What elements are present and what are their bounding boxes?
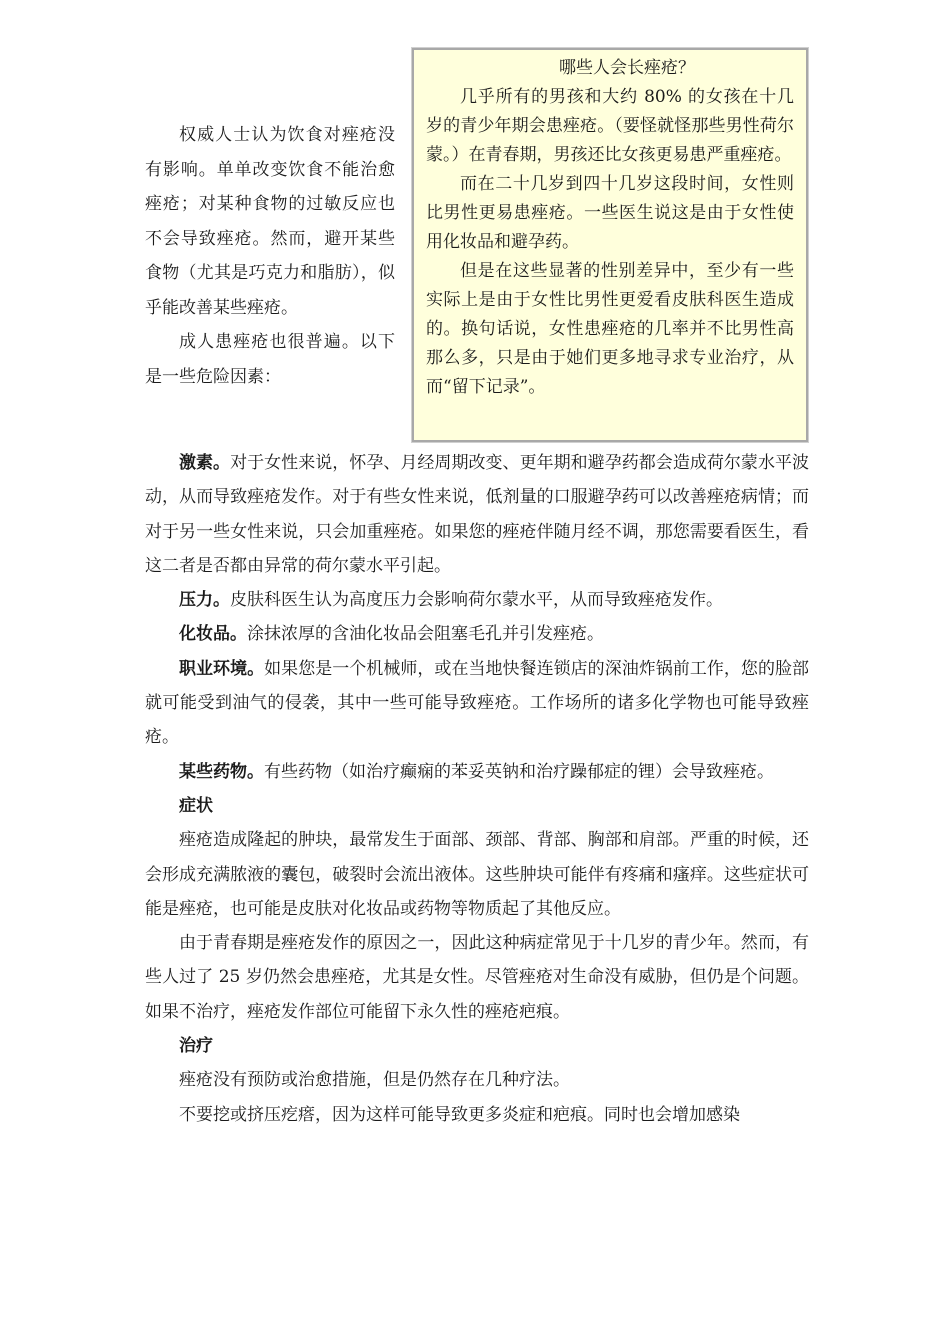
risk-factor-text: 涂抹浓厚的含油化妆品会阻塞毛孔并引发痤疮。 (247, 624, 604, 645)
risk-factor-paragraph (145, 755, 809, 789)
risk-factor-paragraph (145, 583, 809, 617)
sidebar-paragraph: 几乎所有的男孩和大约 80% 的女孩在十几岁的青少年期会患痤疮。（要怪就怪那些男性荷尔蒙。）在青春期，男孩还比女孩更易患严重痤疮。 (426, 87, 794, 165)
risk-factor-text: 如果您是一个机械师，或在当地快餐连锁店的深油炸锅前工作，您的脸部就可能受到油气的侵袭，其中一些可能导致痤疮。工作场所的诸多化学物也可能导致痤疮。 (145, 658, 810, 748)
sidebar-paragraph: 但是在这些显著的性别差异中，至少有一些实际上是由于女性比男性更爱看皮肤科医生造成的。换句话说，女性患痤疮的几率并不比男性高那么多，只是由于她们更多地寻求专业治疗，从而“留下记录”。 (426, 261, 794, 397)
treatment-paragraph: 不要挖或挤压疙瘩，因为这样可能导致更多炎症和疤痕。同时也会增加感染 (179, 1104, 740, 1125)
main-body (145, 446, 809, 1132)
intro-column (145, 118, 395, 394)
symptoms-paragraph: 由于青春期是痤疮发作的原因之一，因此这种病症常见于十几岁的青少年。然而，有些人过了 25 岁仍然会患痤疮，尤其是女性。尽管痤疮对生命没有威胁，但仍是个问题。如果不治疗，痤疮发作部位可能留下永久性的痤疮疤痕。 (145, 933, 809, 1022)
symptoms-paragraph: 痤疮造成隆起的肿块，最常发生于面部、颈部、背部、胸部和肩部。严重的时候，还会形成充满脓液的囊包，破裂时会流出液体。这些肿块可能伴有疼痛和瘙痒。这些症状可能是痤疮，也可能是皮肤对化妆品或药物等物质起了其他反应。 (145, 830, 809, 919)
risk-factor-paragraph (145, 652, 809, 755)
intro-paragraph: 权威人士认为饮食对痤疮没有影响。单单改变饮食不能治愈痤疮；对某种食物的过敏反应也不会导致痤疮。然而，避开某些食物（尤其是巧克力和脂肪），似乎能改善某些痤疮。 (145, 125, 395, 318)
risk-factor-text: 有些药物（如治疗癫痫的苯妥英钠和治疗躁郁症的锂）会导致痤疮。 (264, 761, 774, 782)
treatment-heading: 治疗 (179, 1036, 213, 1057)
risk-factor-text: 对于女性来说，怀孕、月经周期改变、更年期和避孕药都会造成荷尔蒙水平波动，从而导致痤疮发作。对于有些女性来说，低剂量的口服避孕药可以改善痤疮病情；而对于另一些女性来说，只会加重痤疮。如果您的痤疮伴随月经不调，那您需要看医生，看这二者是否都由异常的荷尔蒙水平引起。 (145, 453, 810, 576)
risk-factor-term: 职业环境。 (179, 658, 265, 679)
risk-factor-paragraph (145, 617, 809, 651)
risk-factor-paragraph (145, 446, 809, 583)
risk-factor-term: 某些药物。 (179, 761, 264, 782)
treatment-paragraph: 痤疮没有预防或治愈措施，但是仍然存在几种疗法。 (179, 1070, 570, 1091)
intro-paragraph: 成人患痤疮也很普遍。以下是一些危险因素： (145, 332, 395, 387)
sidebar-paragraph: 而在二十几岁到四十几岁这段时间，女性则比男性更易患痤疮。一些医生说这是由于女性使用化妆品和避孕药。 (426, 174, 794, 252)
sidebar-title: 哪些人会长痤疮？ (559, 58, 695, 78)
risk-factor-term: 激素。 (179, 453, 231, 473)
risk-factor-term: 压力。 (179, 590, 230, 611)
sidebar-box (412, 48, 808, 442)
risk-factor-text: 皮肤科医生认为高度压力会影响荷尔蒙水平，从而导致痤疮发作。 (230, 590, 723, 611)
symptoms-heading: 症状 (179, 795, 213, 816)
risk-factor-term: 化妆品。 (179, 624, 247, 645)
